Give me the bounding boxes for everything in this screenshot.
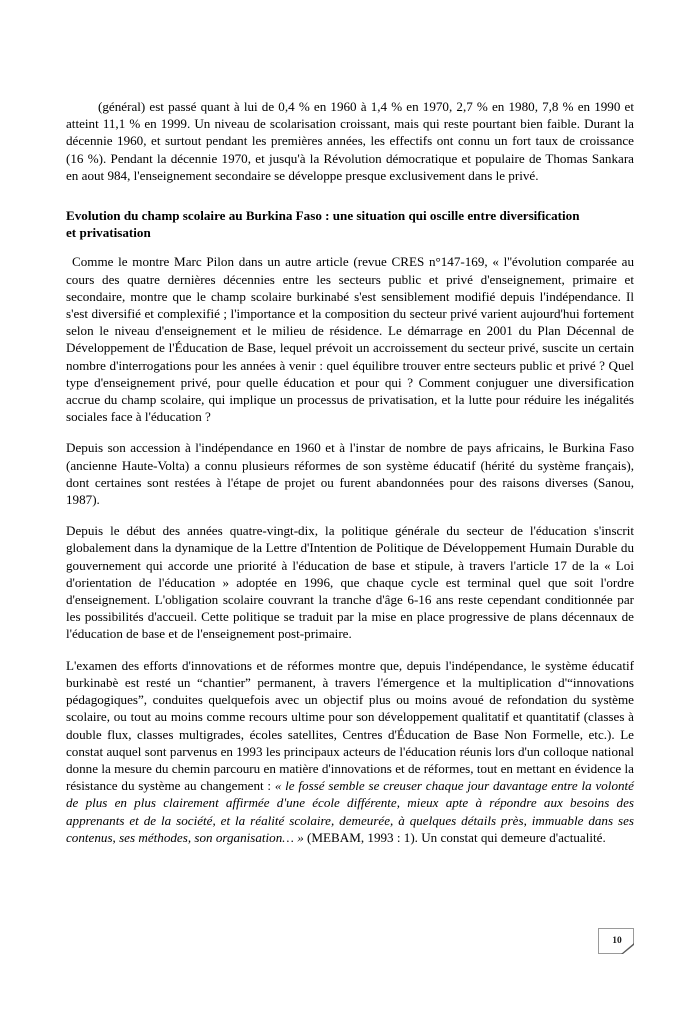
paragraph-statistics-scolarisation: (général) est passé quant à lui de 0,4 % en 1960 à 1,4 % en 1970, 2,7 % en 1980, 7,8 % en 1990 et atteint 11,1 % en 1999. Un niveau de scolarisation croissant, mais qui reste pourtant bien faible. Durant la décennie 1960, et surtout pendant les premières années, les effectifs ont connu un fort taux de croissance (16 %). Pendant la décennie 1970, et jusqu'à la Révolution démocratique et populaire de Thomas Sankara en aout 984, l'enseignement secondaire se développe presque exclusivement dans le privé. bbox=[66, 99, 634, 183]
paragraph-innovations-citation-after-quote: (MEBAM, 1993 : 1). Un constat qui demeure d'actualité. bbox=[303, 829, 606, 845]
paragraph-politique-generale-education: Depuis le début des années quatre-vingt-dix, la politique générale du secteur de l'éducation s'inscrit globalement dans la dynamique de la Lettre d'Intention de Politique de Développement Humain Durable du gouvernement qui accorde une priorité à l'éducation de base et stipule, à travers l'article 17 de la « Loi d'orientation de l'éducation » adoptée en 1996, que chaque cycle est terminal quel que soit l'ordre d'enseignement. L'obligation scolaire couvrant la tranche d'âge 6-16 ans reste cependant conditionnée par les possibilités d'accueil. Cette politique se traduit par la mise en place progressive de plans décennaux de l'éducation de base et de l'enseignement post-primaire. bbox=[66, 523, 634, 642]
paragraph-marc-pilon-evolution-comparee: Comme le montre Marc Pilon dans un autre article (revue CRES n°147-169, « l''évolution comparée au cours des quatre dernières décennies entre les secteurs public et privé d'enseignement, primaire et secondaire, montre que le champ scolaire burkinabé s'est sensiblement modifié depuis l'indépendance. Il s'est diversifié et complexifié ; l'importance et la composition du secteur privé varient aujourd'hui fortement selon le niveau d'enseignement et le milieu de résidence. Le démarrage en 2001 du Plan Décennal de Développement de l'Éducation de Base, lequel prévoit un accroissement du secteur privé, suscite un certain nombre d'interrogations pour les années à venir : quel équilibre trouver entre secteurs public et privé ? Quel type d'enseignement privé, pour quelle éducation et pour qui ? Comment conjuguer une diversification accrue du champ scolaire, qui implique un processus de privatisation, et la lutte pour réduire les inégalités sociales face à l'éducation ? bbox=[66, 254, 634, 425]
section-heading-evolution-champ-scolaire: Evolution du champ scolaire au Burkina Faso : une situation qui oscille entre diversification et privatisation bbox=[66, 208, 580, 241]
page-number-label: 10 bbox=[612, 936, 622, 946]
mebam-italic-quotation: « le fossé semble se creuser chaque jour davantage entre la volonté de plus en plus clairement affirmée d'une école différente, mieux apte à répondre aux besoins des apprenants et de la société, et la réalité scolaire, demeurée, à quelques détails près, immuable dans ses contenus, ses méthodes, son organisation… » bbox=[66, 778, 634, 845]
paragraph-innovations-text-before-quote: L'examen des efforts d'innovations et de réformes montre que, depuis l'indépendance, le système éducatif burkinabè est resté un “chantier” permanent, à travers l'émergence et la multiplication d'“innovations pédagogiques”, conduites quelquefois avec un objectif plus ou moins avoué de refondation du système scolaire, ou tout au moins comme recours ultime pour son développement qualitatif et quantitatif (classes à double flux, classes multigrades, écoles satellites, Centres d'Éducation de Base Non Formelle, etc.). Le constat auquel sont parvenus en 1993 les principaux acteurs de l'éducation réunis lors d'un colloque national donne la mesure du chemin parcouru en matière d'innovations et de réformes, tout en mettant en évidence la résistance du système au changement : bbox=[66, 657, 634, 794]
paragraph-examen-efforts-innovations bbox=[66, 657, 634, 846]
heading-spacer bbox=[66, 198, 634, 207]
page-corner-fold-inner-icon bbox=[623, 945, 634, 954]
page-number-badge bbox=[598, 928, 634, 954]
paragraph-accession-independance: Depuis son accession à l'indépendance en 1960 et à l'instar de nombre de pays africains, le Burkina Faso (ancienne Haute-Volta) a connu plusieurs réformes de son système éducatif (hérité du système français), dont certaines sont restées à l'étape de projet ou furent abandonnées pour des raisons diverses (Sanou, 1987). bbox=[66, 440, 634, 508]
document-text-column bbox=[66, 98, 634, 860]
